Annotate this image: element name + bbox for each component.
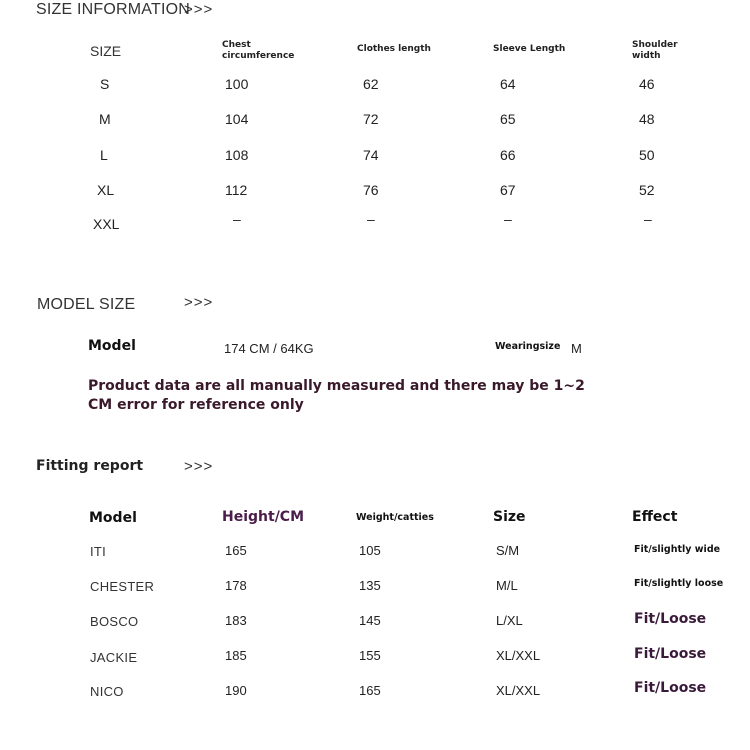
fit-model-header: Model — [89, 510, 137, 526]
measurement-note-line1: Product data are all manually measured and there may be 1~2 — [88, 378, 585, 394]
chest-column-header — [222, 40, 294, 62]
fit-size-cell: M/L — [496, 578, 518, 593]
sleeve-cell: 65 — [500, 111, 516, 127]
shoulder-cell: 52 — [639, 182, 655, 198]
length-column-header: Clothes length — [357, 44, 431, 54]
fit-height-cell: 190 — [225, 683, 247, 698]
sleeve-cell: 64 — [500, 76, 516, 92]
fit-size-cell: XL/XXL — [496, 648, 541, 663]
size-info-title: SIZE INFORMATION — [36, 1, 191, 18]
model-size-title: MODEL SIZE — [37, 296, 136, 313]
fit-model-cell: CHESTER — [90, 579, 155, 594]
sleeve-cell: – — [504, 211, 512, 227]
size-cell: S — [100, 76, 110, 92]
fit-weight-cell: 105 — [359, 543, 381, 558]
length-cell: 62 — [363, 76, 379, 92]
fit-model-cell: BOSCO — [90, 614, 139, 629]
fit-model-cell: JACKIE — [90, 650, 138, 665]
shoulder-header-line1: Shoulder — [632, 40, 678, 50]
sleeve-column-header: Sleeve Length — [493, 44, 566, 54]
shoulder-column-header — [632, 40, 678, 62]
fit-effect-cell: Fit/Loose — [634, 646, 707, 662]
size-column-header: SIZE — [90, 43, 122, 59]
fit-effect-cell: Fit/slightly wide — [634, 544, 721, 555]
fit-effect-cell: Fit/Loose — [634, 611, 707, 627]
model-value: 174 CM / 64KG — [224, 341, 314, 356]
shoulder-cell: 46 — [639, 76, 655, 92]
chest-header-line2: circumference — [222, 51, 295, 61]
chest-header-line1: Chest — [222, 40, 251, 50]
fit-height-cell: 185 — [225, 648, 247, 663]
chest-cell: – — [233, 211, 241, 227]
sleeve-cell: 66 — [500, 147, 516, 163]
model-label: Model — [88, 338, 136, 354]
fit-height-header: Height/CM — [222, 509, 305, 525]
fit-size-header: Size — [493, 509, 526, 525]
fit-height-cell: 183 — [225, 613, 247, 628]
fit-model-cell: ITI — [90, 544, 107, 559]
fit-size-cell: L/XL — [496, 613, 523, 628]
fit-weight-cell: 165 — [359, 683, 381, 698]
model-size-arrows: >>> — [184, 294, 214, 311]
length-cell: 74 — [363, 147, 379, 163]
length-cell: 72 — [363, 111, 379, 127]
fitting-report-arrows: >>> — [184, 458, 214, 475]
fit-effect-cell: Fit/Loose — [634, 680, 707, 696]
size-cell: M — [99, 111, 111, 127]
wearing-size-label: Wearingsize — [495, 341, 561, 352]
fit-weight-header: Weight/catties — [356, 512, 434, 523]
chest-cell: 108 — [225, 147, 249, 163]
length-cell: – — [367, 211, 375, 227]
shoulder-cell: – — [644, 211, 652, 227]
chest-cell: 100 — [225, 76, 249, 92]
fit-effect-header: Effect — [632, 509, 678, 525]
size-cell: XL — [97, 182, 115, 198]
fitting-report-title: Fitting report — [36, 458, 144, 474]
size-info-arrows: >>> — [184, 1, 214, 18]
fit-weight-cell: 145 — [359, 613, 381, 628]
size-cell: XXL — [93, 216, 120, 232]
fit-weight-cell: 135 — [359, 578, 381, 593]
fit-height-cell: 178 — [225, 578, 247, 593]
length-cell: 76 — [363, 182, 379, 198]
fit-model-cell: NICO — [90, 684, 124, 699]
fit-height-cell: 165 — [225, 543, 247, 558]
shoulder-header-line2: width — [632, 51, 661, 61]
wearing-size-value: M — [571, 341, 582, 356]
fit-weight-cell: 155 — [359, 648, 381, 663]
shoulder-cell: 50 — [639, 147, 655, 163]
measurement-note-line2: CM error for reference only — [88, 397, 304, 413]
size-cell: L — [100, 147, 108, 163]
measurement-note — [88, 377, 585, 415]
chest-cell: 104 — [225, 111, 249, 127]
sleeve-cell: 67 — [500, 182, 516, 198]
fit-effect-cell: Fit/slightly loose — [634, 578, 724, 589]
chest-cell: 112 — [225, 182, 248, 198]
fit-size-cell: XL/XXL — [496, 683, 541, 698]
fit-size-cell: S/M — [496, 543, 520, 558]
shoulder-cell: 48 — [639, 111, 655, 127]
